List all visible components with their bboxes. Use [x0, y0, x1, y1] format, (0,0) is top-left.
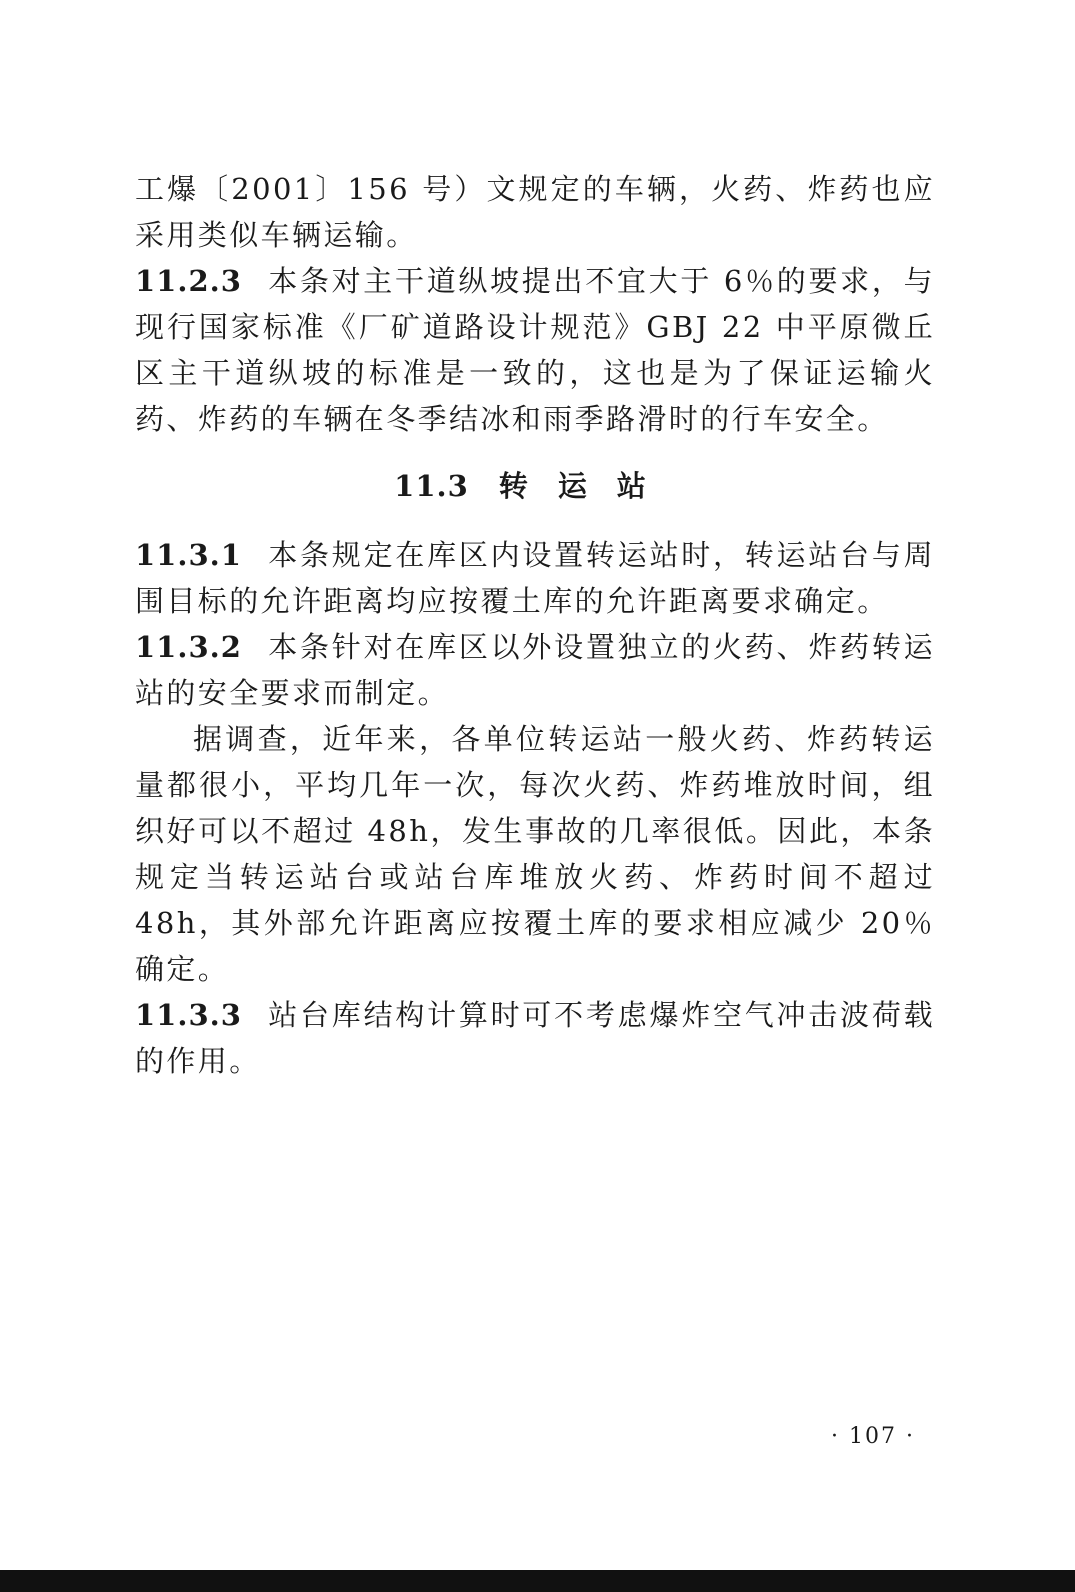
clause-text: 站台库结构计算时可不考虑爆炸空气冲击波荷载的作用。: [135, 998, 935, 1078]
section-number: 11.3: [394, 469, 469, 503]
clause-11-3-2: [135, 624, 935, 716]
clause-number: 11.3.2: [135, 630, 242, 664]
clause-text: 本条针对在库区以外设置独立的火药、炸药转运站的安全要求而制定。: [135, 630, 935, 710]
paragraph-text: 工爆〔2001〕156 号）文规定的车辆，火药、炸药也应采用类似车辆运输。: [135, 172, 935, 252]
clause-number: 11.2.3: [135, 264, 242, 298]
page-body: [135, 166, 935, 1084]
clause-11-3-1: [135, 532, 935, 624]
clause-11-2-3: [135, 258, 935, 442]
section-title: 转运站: [498, 469, 676, 503]
paragraph-text: 据调查，近年来，各单位转运站一般火药、炸药转运量都很小，平均几年一次，每次火药、炸药堆放时间，组织好可以不超过 48h，发生事故的几率很低。因此，本条规定当转运站台或站台库堆放火药、炸药时间不超过 48h，其外部允许距离应按覆土库的要求相应减少 20％确定。: [135, 722, 935, 986]
clause-text: 本条规定在库区内设置转运站时，转运站台与周围目标的允许距离均应按覆土库的允许距离要求确定。: [135, 538, 935, 618]
page-number: · 107 ·: [831, 1424, 915, 1449]
clause-number: 11.3.1: [135, 538, 242, 572]
scan-edge-bar: [0, 1570, 1075, 1592]
paragraph-continuation: [135, 166, 935, 258]
clause-11-3-3: [135, 992, 935, 1084]
section-heading: [135, 463, 935, 509]
paragraph-survey: [135, 716, 935, 992]
clause-number: 11.3.3: [135, 998, 242, 1032]
clause-text: 本条对主干道纵坡提出不宜大于 6％的要求，与现行国家标准《厂矿道路设计规范》GBJ 22 中平原微丘区主干道纵坡的标准是一致的，这也是为了保证运输火药、炸药的车辆在冬季结冰和雨季路滑时的行车安全。: [135, 264, 935, 436]
